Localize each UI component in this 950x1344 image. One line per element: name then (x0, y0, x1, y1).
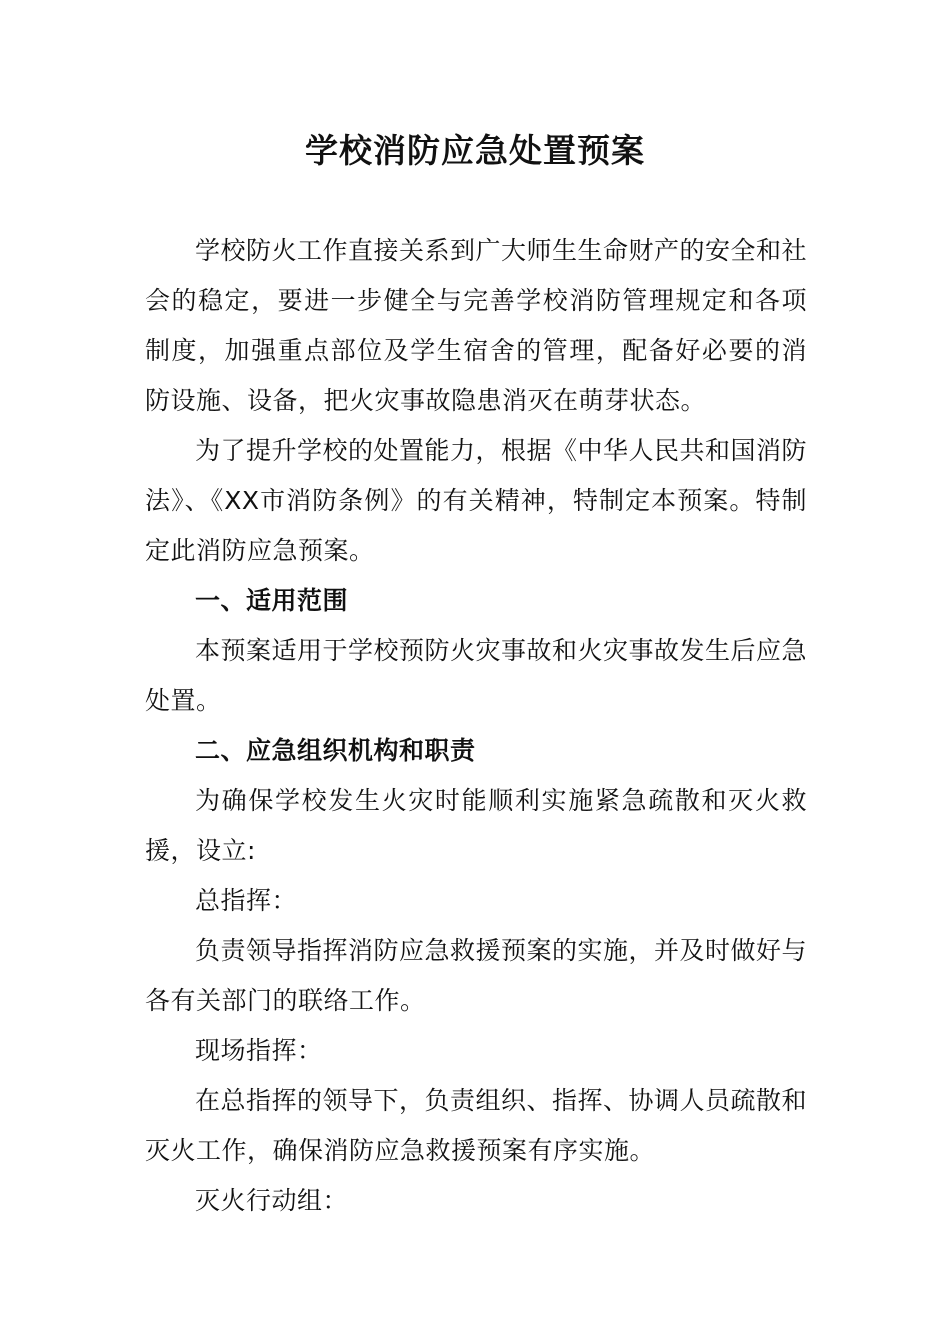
role-label-site-commander: 现场指挥： (195, 1036, 323, 1065)
document-title: 学校消防应急处置预案 (305, 131, 645, 170)
section-heading-scope: 一、适用范围 (195, 586, 349, 615)
role-duty-site-commander: 在总指挥的领导下，负责组织、指挥、协调人员疏散和灭火工作，确保消防应急救援预案有序实施。 (145, 1086, 808, 1165)
document-body (145, 226, 807, 1226)
intro-paragraph-1: 学校防火工作直接关系到广大师生生命财产的安全和社会的稳定，要进一步健全与完善学校消防管理规定和各项制度，加强重点部位及学生宿舍的管理，配备好必要的消防设施、设备，把火灾事故隐患消灭在萌芽状态。 (145, 236, 808, 415)
role-duty-commander: 负责领导指挥消防应急救援预案的实施，并及时做好与各有关部门的联络工作。 (145, 936, 808, 1015)
organization-intro-paragraph: 为确保学校发生火灾时能顺利实施紧急疏散和灭火救援，设立: (145, 786, 807, 865)
role-label-commander: 总指挥： (195, 886, 298, 915)
role-label-firefighting-group: 灭火行动组： (195, 1186, 349, 1215)
intro-paragraph-2: 为了提升学校的处置能力，根据《中华人民共和国消防法》、《XX市消防条例》的有关精神，特制定本预案。特制定此消防应急预案。 (145, 436, 808, 565)
scope-paragraph: 本预案适用于学校预防火灾事故和火灾事故发生后应急处置。 (145, 636, 808, 715)
section-heading-organization: 二、应急组织机构和职责 (195, 736, 476, 765)
